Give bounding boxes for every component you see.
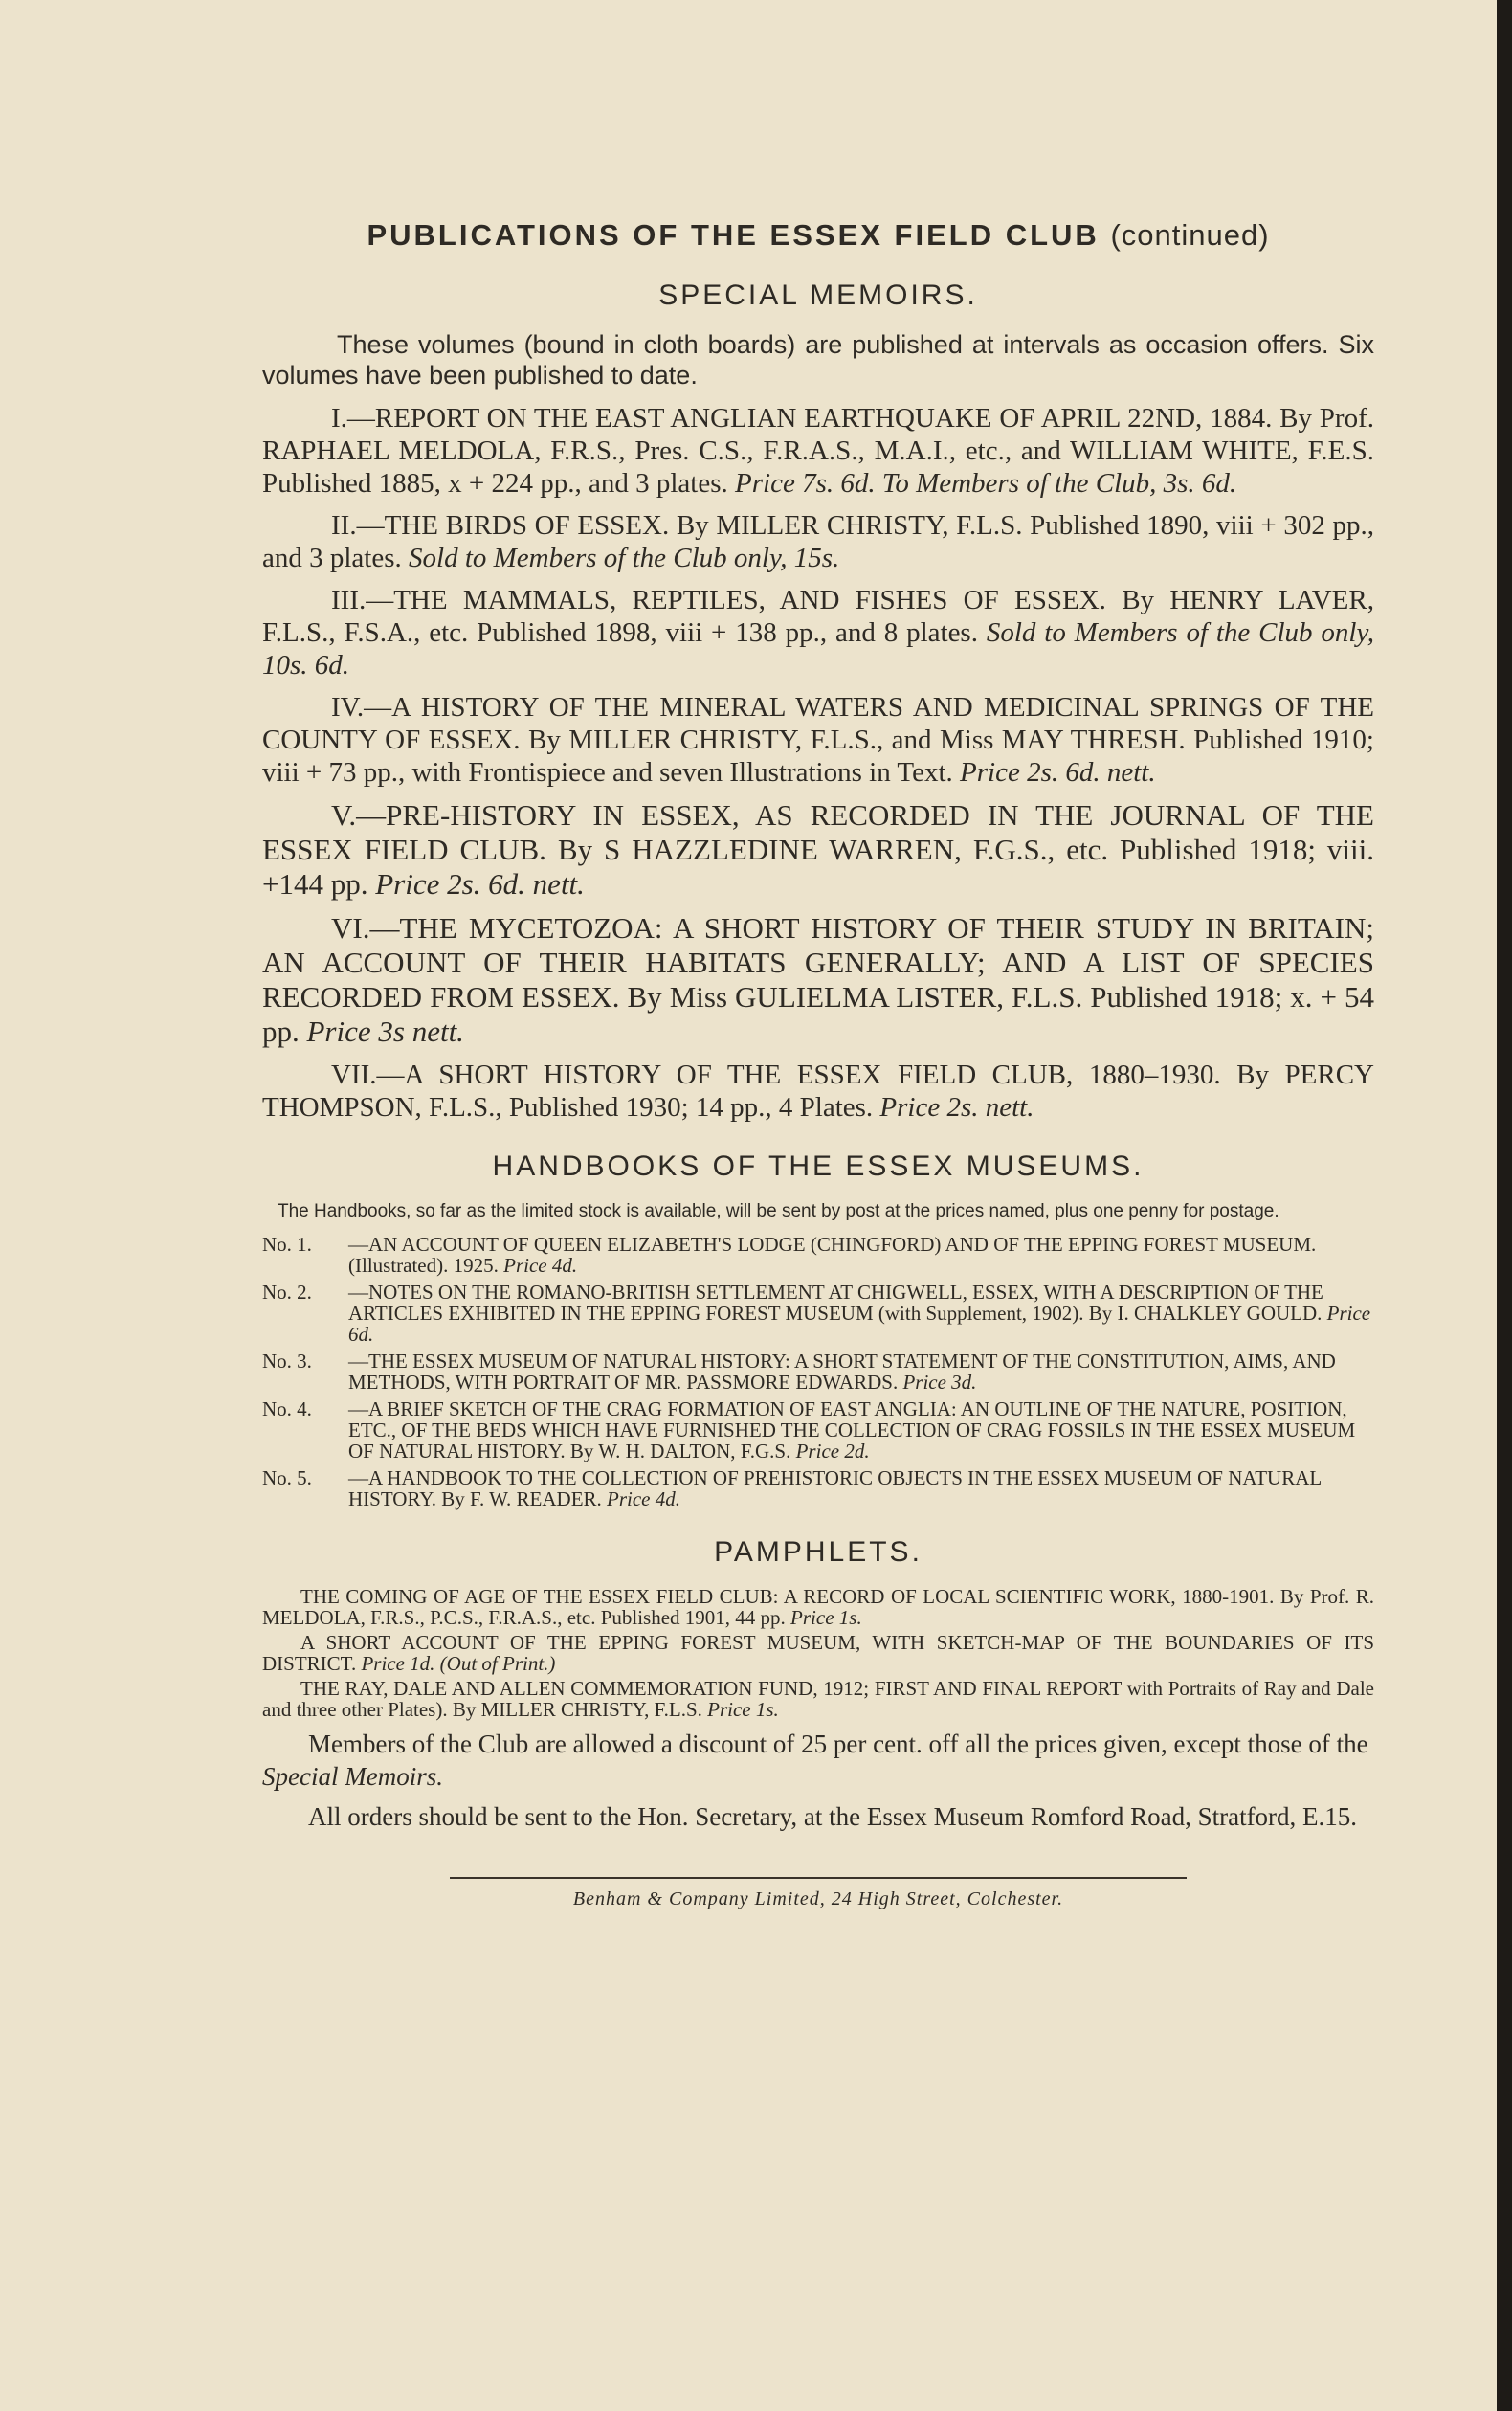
special-memoirs-heading: SPECIAL MEMOIRS. bbox=[658, 279, 978, 311]
memoir-price: Price 2s. 6d. nett. bbox=[960, 757, 1156, 788]
memoir-text: VII.—A SHORT HISTORY OF THE ESSEX FIELD CLUB, 1880–1930. By PERCY THOMPSON, F.L.S., Published 1930; 14 pp., 4 Plates. bbox=[262, 1060, 1374, 1123]
handbook-item bbox=[262, 1234, 1374, 1276]
memoir-text: V.—PRE-HISTORY IN ESSEX, AS RECORDED IN THE JOURNAL OF THE ESSEX FIELD CLUB. By S HAZZLEDINE WARREN, F.G.S., etc. Published 1918; viii. +144 pp. bbox=[262, 798, 1374, 901]
handbook-text: —AN ACCOUNT OF QUEEN ELIZABETH'S LODGE (CHINGFORD) AND OF THE EPPING FOREST MUSEUM. (Illustrated). 1925. bbox=[348, 1233, 1317, 1277]
handbook-price: Price 4d. bbox=[503, 1254, 578, 1277]
memoir-text: II.—THE BIRDS OF ESSEX. By MILLER CHRISTY, F.L.S. Published 1890, viii + 302 pp., and 3 plates. bbox=[262, 510, 1374, 573]
handbook-number: No. 5. bbox=[262, 1466, 312, 1489]
discount-note bbox=[262, 1728, 1374, 1793]
memoir-price: Sold to Members of the Club only, 10s. 6d. bbox=[262, 617, 1374, 681]
handbook-price: Price 2d. bbox=[795, 1440, 870, 1462]
memoir-price: Price 7s. 6d. To Members of the Club, 3s. 6d. bbox=[735, 468, 1237, 499]
handbooks-heading: HANDBOOKS OF THE ESSEX MUSEUMS. bbox=[492, 1150, 1145, 1182]
memoir-item bbox=[262, 584, 1374, 681]
memoir-price: Price 3s nett. bbox=[306, 1015, 464, 1048]
handbook-text: —A HANDBOOK TO THE COLLECTION OF PREHISTORIC OBJECTS IN THE ESSEX MUSEUM OF NATURAL HISTORY. By F. W. READER. bbox=[348, 1466, 1322, 1510]
discount-text: Members of the Club are allowed a discount of 25 per cent. off all the prices given, except those of the bbox=[308, 1730, 1368, 1758]
pamphlet-text: THE COMING OF AGE OF THE ESSEX FIELD CLUB: A RECORD OF LOCAL SCIENTIFIC WORK, 1880-1901. By Prof. R. MELDOLA, F.R.S., P.C.S., F.R.A.S., etc. Published 1901, 44 pp. bbox=[262, 1585, 1374, 1629]
memoir-text: IV.—A HISTORY OF THE MINERAL WATERS AND MEDICINAL SPRINGS OF THE COUNTY OF ESSEX. By MILLER CHRISTY, F.L.S., and Miss MAY THRESH. Published 1910; viii + 73 pp., with Frontispiece and seven Illustrations in Text. bbox=[262, 692, 1374, 788]
pamphlet-price: Price 1s. bbox=[707, 1698, 779, 1721]
memoir-item bbox=[262, 798, 1374, 902]
pamphlet-text: A SHORT ACCOUNT OF THE EPPING FOREST MUSEUM, WITH SKETCH-MAP OF THE BOUNDARIES OF ITS DISTRICT. bbox=[262, 1631, 1374, 1675]
memoir-item bbox=[262, 1059, 1374, 1124]
pamphlets-heading: PAMPHLETS. bbox=[714, 1536, 923, 1568]
handbook-item bbox=[262, 1282, 1374, 1345]
handbook-number: No. 4. bbox=[262, 1397, 312, 1420]
page-edge-shadow bbox=[1497, 0, 1512, 2411]
pamphlet-text: THE RAY, DALE AND ALLEN COMMEMORATION FUND, 1912; FIRST AND FINAL REPORT with Portraits of Ray and Dale and three other Plates). By MILLER CHRISTY, F.L.S. bbox=[262, 1677, 1374, 1721]
memoir-item bbox=[262, 509, 1374, 574]
handbook-list bbox=[262, 1234, 1374, 1509]
pamphlet-list bbox=[262, 1586, 1374, 1720]
memoir-text: III.—THE MAMMALS, REPTILES, AND FISHES OF ESSEX. By HENRY LAVER, F.L.S., F.S.A., etc. Published 1898, viii + 138 pp., and 8 plates. bbox=[262, 585, 1374, 648]
memoir-item bbox=[262, 402, 1374, 500]
page-content bbox=[262, 218, 1374, 1910]
handbook-price: Price 6d. bbox=[348, 1302, 1371, 1346]
memoir-item bbox=[262, 691, 1374, 789]
memoir-list bbox=[262, 402, 1374, 1124]
memoir-price: Price 2s. 6d. nett. bbox=[375, 867, 585, 901]
pamphlet-item bbox=[262, 1678, 1374, 1720]
header-title: PUBLICATIONS OF THE ESSEX FIELD CLUB bbox=[367, 218, 1100, 252]
handbook-number: No. 1. bbox=[262, 1233, 312, 1256]
page-header bbox=[262, 218, 1374, 253]
handbook-text: —A BRIEF SKETCH OF THE CRAG FORMATION OF EAST ANGLIA: AN OUTLINE OF THE NATURE, POSITION, ETC., OF THE BEDS WHICH HAVE FURNISHED THE COLLECTION OF CRAG FOSSILS IN THE ESSEX MUSEUM OF NATURAL HISTORY. By W. H. DALTON, F.G.S. bbox=[348, 1397, 1356, 1462]
pamphlet-item bbox=[262, 1586, 1374, 1628]
special-memoirs-intro: These volumes (bound in cloth boards) are published at intervals as occasion offers. Six volumes have been published to date. bbox=[262, 330, 1374, 390]
memoir-item bbox=[262, 911, 1374, 1049]
handbooks-intro: The Handbooks, so far as the limited stock is available, will be sent by post at the prices named, plus one penny for postage. bbox=[278, 1201, 1279, 1221]
memoir-text: I.—REPORT ON THE EAST ANGLIAN EARTHQUAKE OF APRIL 22ND, 1884. By Prof. RAPHAEL MELDOLA, F.R.S., Pres. C.S., F.R.A.S., M.A.I., etc., and WILLIAM WHITE, F.E.S. Published 1885, x + 224 pp., and 3 plates. bbox=[262, 403, 1374, 499]
footer-rule bbox=[450, 1877, 1187, 1879]
handbook-text: —NOTES ON THE ROMANO-BRITISH SETTLEMENT AT CHIGWELL, ESSEX, WITH A DESCRIPTION OF THE ARTICLES EXHIBITED IN THE EPPING FOREST MUSEUM (with Supplement, 1902). By I. CHALKLEY GOULD. bbox=[348, 1281, 1323, 1325]
pamphlet-price: Price 1s. bbox=[790, 1606, 862, 1629]
handbook-price: Price 4d. bbox=[607, 1487, 681, 1510]
memoir-text: VI.—THE MYCETOZOA: A SHORT HISTORY OF THEIR STUDY IN BRITAIN; AN ACCOUNT OF THEIR HABITATS GENERALLY; AND A LIST OF SPECIES RECORDED FROM ESSEX. By Miss GULIELMA LISTER, F.L.S. Published 1918; x. + 54 pp. bbox=[262, 911, 1374, 1048]
handbook-item bbox=[262, 1398, 1374, 1462]
discount-exception: Special Memoirs. bbox=[262, 1762, 443, 1791]
handbook-number: No. 2. bbox=[262, 1281, 312, 1304]
printer-imprint: Benham & Company Limited, 24 High Street, Colchester. bbox=[572, 1888, 1064, 1909]
pamphlet-price: Price 1d. (Out of Print.) bbox=[361, 1652, 556, 1675]
memoir-price: Sold to Members of the Club only, 15s. bbox=[409, 543, 840, 573]
handbook-price: Price 3d. bbox=[902, 1371, 977, 1394]
orders-note: All orders should be sent to the Hon. Secretary, at the Essex Museum Romford Road, Stratford, E.15. bbox=[308, 1802, 1358, 1831]
handbook-item bbox=[262, 1467, 1374, 1509]
header-continued: (continued) bbox=[1110, 218, 1270, 252]
handbook-text: —THE ESSEX MUSEUM OF NATURAL HISTORY: A SHORT STATEMENT OF THE CONSTITUTION, AIMS, AND METHODS, WITH PORTRAIT OF MR. PASSMORE EDWARDS. bbox=[348, 1350, 1336, 1394]
pamphlet-item bbox=[262, 1632, 1374, 1674]
handbook-item bbox=[262, 1351, 1374, 1393]
handbook-number: No. 3. bbox=[262, 1350, 312, 1373]
memoir-price: Price 2s. nett. bbox=[879, 1092, 1034, 1123]
